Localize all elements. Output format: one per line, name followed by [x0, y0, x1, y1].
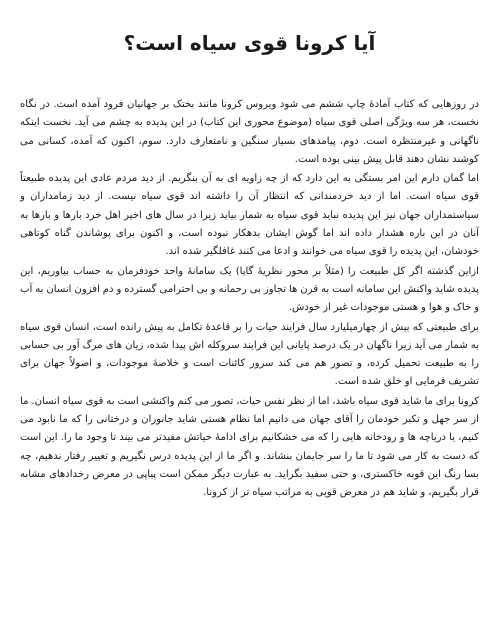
paragraph-5: کرونا برای ما شاید قوی سیاه باشد، اما از نظر نفس حیات، تصور می کنم واکنشی است به قوی سیاه انسان. ما از سر جهل و تکبر خودمان را آقای جهان می دانیم اما نظام هستی شاید جانوران و درختانی را که ما نابود می کنیم، یا دریاچه ها و رودخانه هایی را که می خشکانیم برای ادامهٔ حیاتش مفیدتر می بیند تا وجود ما را. این است که دست به کار می شود تا ما را سر جایمان بنشاند. و اگر ما از این پدیده درس نگیریم و تغییر رفتار ندهیم، چه بسا رنگ این قوبه خاکستری، و حتی سفید بگراید. به عبارت دیگر ممکن است پیاپی در معرض رخدادهای مشابه قرار بگیریم، و شاید هم در معرض قویی به مراتب سیاه تر از کرونا. [20, 395, 479, 499]
page-body [20, 96, 479, 503]
paragraph-2: اما گمان دارم این امر بستگی به این دارد که از چه زاویه ای به آن بنگریم. از دید مردم عادی این پدیده طبیعتاً قوی سیاه است. اما از دید خردمندانی که انتظار آن را داشته اند قوی سیاه نیست. از دید زمامداران و سیاستمداران جهان نیز این پدیده نباید قوی سیاه به شمار بیاید زیرا در سال های اخیر اهل خرد بارها و بارها به آنان در این باره هشدار داده اند اما گوش ایشان بدهکار نبوده است، و اکنون برای پوشاندن گناه کوتاهی خودشان، این پدیده را قوی سیاه می خوانند و ادعا می کنند غافلگیر شده اند. [20, 173, 479, 258]
paragraph-3: ازاین گذشته اگر کل طبیعت را (مثلاً بر محور نظریهٔ گایا) یک سامانهٔ واحد خودفرمان به حساب بیاوریم، این پدیده شاید واکنش این سامانه است به قرن ها تجاوز بی رحمانه و بی احترامی گسترده و دم افزون انسان به آب و خاک و هوا و هستی موجودات غیر از خودش. [20, 265, 479, 314]
paragraph-4: برای طبیعتی که بیش از چهارمیلیارد سال فرایند حیات را بر قاعدهٔ تکامل به پیش رانده است، انسان قوی سیاه به شمار می آید زیرا ناگهان در یک درصد پایانی این فرایند سروکله اش پیدا شده، زیان های مرگ آور بی حسابی را به طبیعت تحمیل کرده، و تصور هم می کند سرور کائنات است و خلاصهٔ موجودات، و اصولاً جهان برای تشریف فرمایی او خلق شده است. [20, 321, 479, 388]
paragraph-1: در روزهایی که کتاب آمادهٔ چاپ ششم می شود ویروس کرونا مانند بختک بر جهانیان فرود آمده است. در نگاه نخست، هر سه ویژگی اصلی قوی سیاه (موضوع محوری این کتاب) در این پدیده به چشم می آید. نخست اینکه ناگهانی و غیرمنتظره است. دوم، پیامدهای بسیار سنگین و نامتعارف دارد. سوم، اکنون که آمده، کسانی می کوشند نشان دهند قابل پیش بینی بوده است. [20, 99, 479, 165]
page-title: آیا کرونا قوی سیاه است؟ [123, 31, 376, 55]
